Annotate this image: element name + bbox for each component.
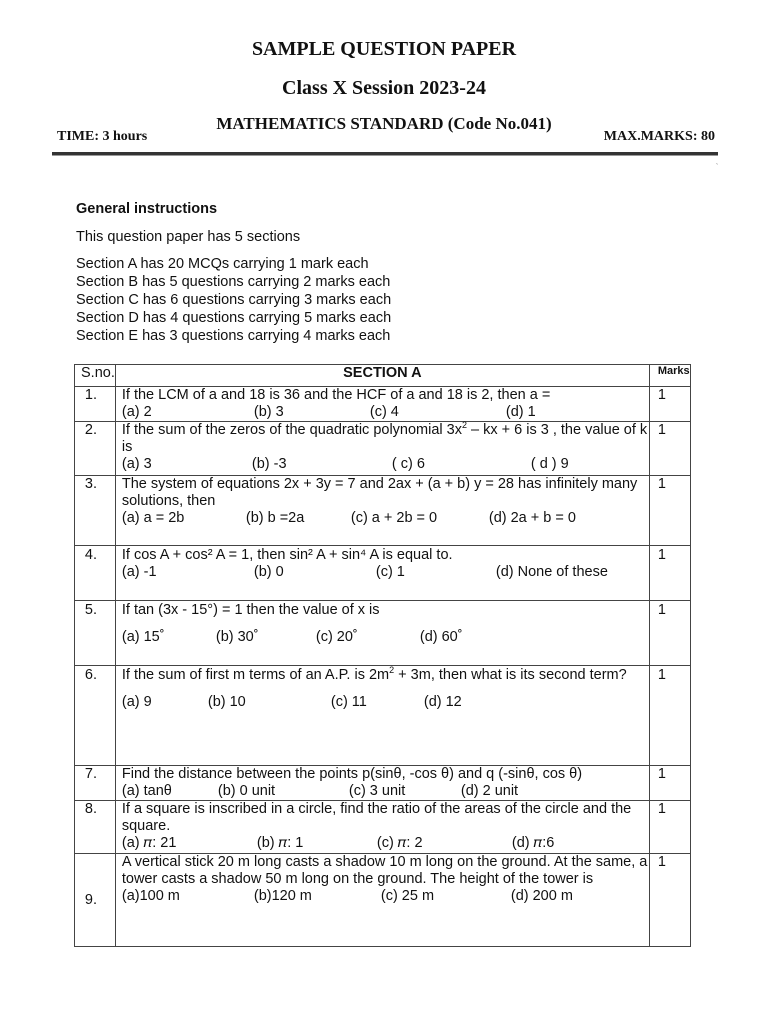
answer-option: (b) -3 bbox=[251, 456, 287, 472]
answer-option: (d) 2 unit bbox=[460, 783, 519, 799]
corner-mark: ˎ bbox=[716, 158, 719, 165]
table-row bbox=[75, 766, 691, 801]
answer-option: (a) -1 bbox=[121, 564, 157, 580]
question-text-part: If a square is inscribed in a circle, find the ratio of the areas of the circle and the square. bbox=[121, 801, 632, 834]
col-section-header: SECTION A bbox=[115, 365, 649, 387]
table-row bbox=[75, 387, 691, 422]
answer-option: (b)120 m bbox=[253, 888, 312, 904]
answer-option: (d) 1 bbox=[505, 404, 536, 420]
question-text bbox=[122, 854, 649, 888]
answer-option: (d) 200 m bbox=[510, 888, 573, 904]
table-row bbox=[75, 801, 691, 854]
answer-option: (d) 𝜋:6 bbox=[511, 835, 555, 851]
answer-option: (b) 0 unit bbox=[217, 783, 276, 799]
question-text-part: If tan (3x - 15°) = 1 then the value of x is bbox=[121, 602, 380, 618]
question-marks: 1 bbox=[649, 601, 690, 666]
question-text-part: + 3m, then what is its second term? bbox=[394, 667, 627, 683]
question-text bbox=[122, 476, 649, 510]
question-text-part: Find the distance between the points p(sinθ, -cos θ) and q (-sinθ, cos θ) bbox=[121, 766, 583, 782]
session-title: Class X Session 2023-24 bbox=[282, 77, 486, 99]
question-number: 1. bbox=[75, 387, 116, 422]
question-cell bbox=[115, 476, 649, 546]
question-marks: 1 bbox=[649, 476, 690, 546]
paper-title: SAMPLE QUESTION PAPER bbox=[251, 38, 517, 60]
question-marks: 1 bbox=[649, 801, 690, 854]
question-cell bbox=[115, 546, 649, 601]
question-cell bbox=[115, 387, 649, 422]
question-text bbox=[122, 547, 649, 564]
table-row bbox=[75, 854, 691, 947]
question-text bbox=[122, 801, 649, 835]
col-sno-header: S.no. bbox=[75, 365, 116, 387]
question-text-part: A vertical stick 20 m long casts a shadow 10 m long on the ground. At the same, a tower casts a shadow 50 m long on the ground. The height of the tower is bbox=[121, 854, 648, 887]
table-header-row bbox=[75, 365, 691, 387]
exponent: 2 bbox=[389, 665, 395, 676]
answer-options bbox=[122, 783, 649, 800]
question-cell bbox=[115, 422, 649, 476]
question-text-part: – kx + 6 is 3 , the value of k is bbox=[121, 422, 648, 455]
answer-options bbox=[122, 694, 649, 711]
answer-options bbox=[122, 835, 649, 852]
section-line: Section A has 20 MCQs carrying 1 mark each bbox=[76, 256, 369, 272]
table-row bbox=[75, 422, 691, 476]
section-line: Section D has 4 questions carrying 5 marks each bbox=[76, 310, 392, 326]
answer-option: (d) 60˚ bbox=[419, 629, 463, 645]
answer-option: (b) 𝜋: 1 bbox=[256, 835, 304, 851]
answer-option: (a) 2 bbox=[121, 404, 152, 420]
question-marks: 1 bbox=[649, 387, 690, 422]
question-text-part: If cos A + cos² A = 1, then sin² A + sin⁴ A is equal to. bbox=[121, 547, 453, 563]
question-text bbox=[122, 422, 649, 456]
question-text bbox=[122, 602, 649, 619]
questions-body bbox=[75, 387, 691, 947]
answer-option: (a) tanθ bbox=[121, 783, 172, 799]
answer-option: (c) 𝜋: 2 bbox=[376, 835, 423, 851]
table-row bbox=[75, 546, 691, 601]
answer-options bbox=[122, 564, 649, 581]
answer-option: ( d ) 9 bbox=[530, 456, 569, 472]
answer-option: (b) b =2a bbox=[245, 510, 305, 526]
answer-options bbox=[122, 404, 649, 421]
question-number: 2. bbox=[75, 422, 116, 476]
question-text-part: If the sum of the zeros of the quadratic polynomial 3x bbox=[121, 422, 462, 438]
answer-options bbox=[122, 456, 649, 473]
max-marks: MAX.MARKS: 80 bbox=[603, 129, 715, 144]
question-text-part: The system of equations 2x + 3y = 7 and 2ax + (a + b) y = 28 has infinitely many solutions, then bbox=[121, 476, 638, 509]
instructions-intro: This question paper has 5 sections bbox=[76, 229, 301, 245]
table-row bbox=[75, 476, 691, 546]
answer-option: (c) 4 bbox=[369, 404, 399, 420]
answer-option: (b) 30˚ bbox=[215, 629, 259, 645]
section-line: Section C has 6 questions carrying 3 marks each bbox=[76, 292, 392, 308]
question-cell bbox=[115, 666, 649, 766]
question-number: 3. bbox=[75, 476, 116, 546]
answer-options bbox=[122, 888, 649, 905]
answer-option: (c) 20˚ bbox=[315, 629, 358, 645]
question-number: 9. bbox=[75, 854, 116, 947]
answer-options bbox=[122, 629, 649, 646]
question-marks: 1 bbox=[649, 766, 690, 801]
question-marks: 1 bbox=[649, 854, 690, 947]
question-marks: 1 bbox=[649, 666, 690, 766]
table-row bbox=[75, 601, 691, 666]
answer-option: (d) 12 bbox=[423, 694, 462, 710]
col-marks-header: Marks bbox=[649, 365, 690, 387]
question-cell bbox=[115, 766, 649, 801]
question-number: 6. bbox=[75, 666, 116, 766]
question-marks: 1 bbox=[649, 546, 690, 601]
general-instructions bbox=[76, 201, 391, 345]
question-text-part: If the LCM of a and 18 is 36 and the HCF of a and 18 is 2, then a = bbox=[121, 387, 551, 403]
answer-option: (c) 1 bbox=[375, 564, 405, 580]
header-divider-thin bbox=[52, 155, 718, 156]
answer-option: (c) a + 2b = 0 bbox=[350, 510, 438, 526]
section-line: Section E has 3 questions carrying 4 marks each bbox=[76, 328, 391, 344]
question-cell bbox=[115, 601, 649, 666]
question-cell bbox=[115, 854, 649, 947]
subject-title: MATHEMATICS STANDARD (Code No.041) bbox=[216, 114, 552, 133]
table-row bbox=[75, 666, 691, 766]
question-marks: 1 bbox=[649, 422, 690, 476]
question-number: 8. bbox=[75, 801, 116, 854]
answer-option: (d) 2a + b = 0 bbox=[488, 510, 576, 526]
exponent: 2 bbox=[462, 420, 468, 431]
question-text-part: If the sum of first m terms of an A.P. is 2m bbox=[121, 667, 390, 683]
answer-options bbox=[122, 510, 649, 527]
answer-option: (b) 3 bbox=[253, 404, 284, 420]
answer-option: (c) 11 bbox=[330, 694, 367, 710]
question-number: 5. bbox=[75, 601, 116, 666]
answer-option: (a) 𝜋: 21 bbox=[121, 835, 177, 851]
answer-option: (c) 25 m bbox=[380, 888, 435, 904]
answer-option: (c) 3 unit bbox=[348, 783, 406, 799]
question-text bbox=[122, 766, 649, 783]
question-number: 4. bbox=[75, 546, 116, 601]
question-text bbox=[122, 667, 649, 684]
time-allowed: TIME: 3 hours bbox=[57, 129, 148, 144]
instructions-heading: General instructions bbox=[76, 201, 218, 217]
answer-option: (a) 15˚ bbox=[121, 629, 165, 645]
answer-option: (b) 0 bbox=[253, 564, 284, 580]
answer-option: (d) None of these bbox=[495, 564, 608, 580]
answer-option: (b) 10 bbox=[207, 694, 246, 710]
question-number: 7. bbox=[75, 766, 116, 801]
question-text bbox=[122, 387, 649, 404]
section-list bbox=[76, 255, 391, 345]
question-cell bbox=[115, 801, 649, 854]
section-a-table bbox=[74, 364, 691, 947]
answer-option: (a) a = 2b bbox=[121, 510, 185, 526]
section-line: Section B has 5 questions carrying 2 marks each bbox=[76, 274, 391, 290]
answer-option: (a) 3 bbox=[121, 456, 152, 472]
answer-option: (a) 9 bbox=[121, 694, 152, 710]
answer-option: (a)100 m bbox=[121, 888, 180, 904]
answer-option: ( c) 6 bbox=[391, 456, 425, 472]
